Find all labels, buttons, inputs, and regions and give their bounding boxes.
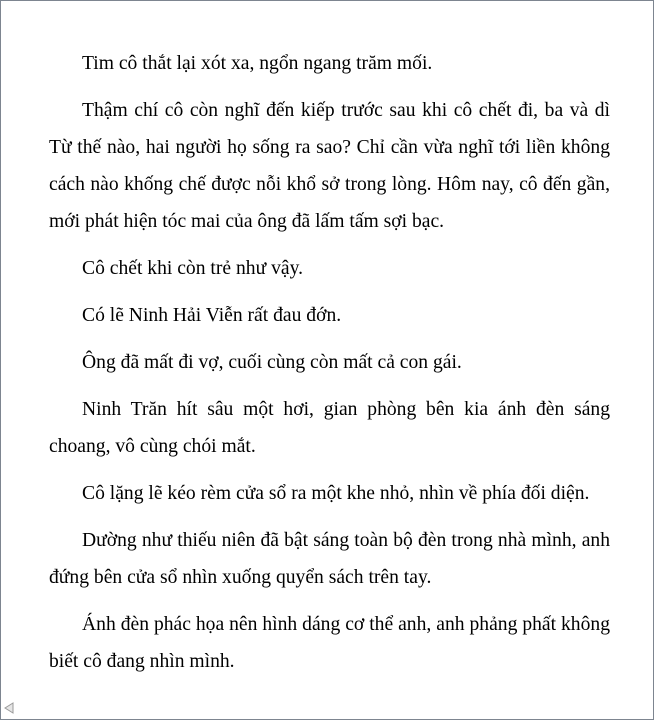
paragraph-3: Cô chết khi còn trẻ như vậy. <box>82 258 304 279</box>
scroll-left-arrow-icon[interactable] <box>3 701 15 713</box>
paragraph-5: Ông đã mất đi vợ, cuối cùng còn mất cả con gái. <box>82 352 462 373</box>
paragraph-2: Thậm chí cô còn nghĩ đến kiếp trước sau khi cô chết đi, ba và dì Từ thế nào, hai người họ sống ra sao? Chỉ cần vừa nghĩ tới liền không cách nào khống chế được nỗi khổ sở trong lòng. Hôm nay, cô đến gần, mới phát hiện tóc mai của ông đã lấm tấm sợi bạc. <box>49 100 610 232</box>
document-page <box>49 45 610 690</box>
paragraph-9: Ánh đèn phác họa nên hình dáng cơ thể anh, anh phảng phất không biết cô đang nhìn mình. <box>49 614 610 672</box>
paragraph-8: Dường như thiếu niên đã bật sáng toàn bộ đèn trong nhà mình, anh đứng bên cửa sổ nhìn xuống quyển sách trên tay. <box>49 530 610 588</box>
paragraph-6: Ninh Trăn hít sâu một hơi, gian phòng bên kia ánh đèn sáng choang, vô cùng chói mắt. <box>49 399 610 457</box>
paragraph-7: Cô lặng lẽ kéo rèm cửa sổ ra một khe nhỏ, nhìn về phía đối diện. <box>82 483 590 504</box>
paragraph-1: Tim cô thắt lại xót xa, ngổn ngang trăm mối. <box>82 53 433 74</box>
paragraph-4: Có lẽ Ninh Hải Viễn rất đau đớn. <box>82 305 342 326</box>
